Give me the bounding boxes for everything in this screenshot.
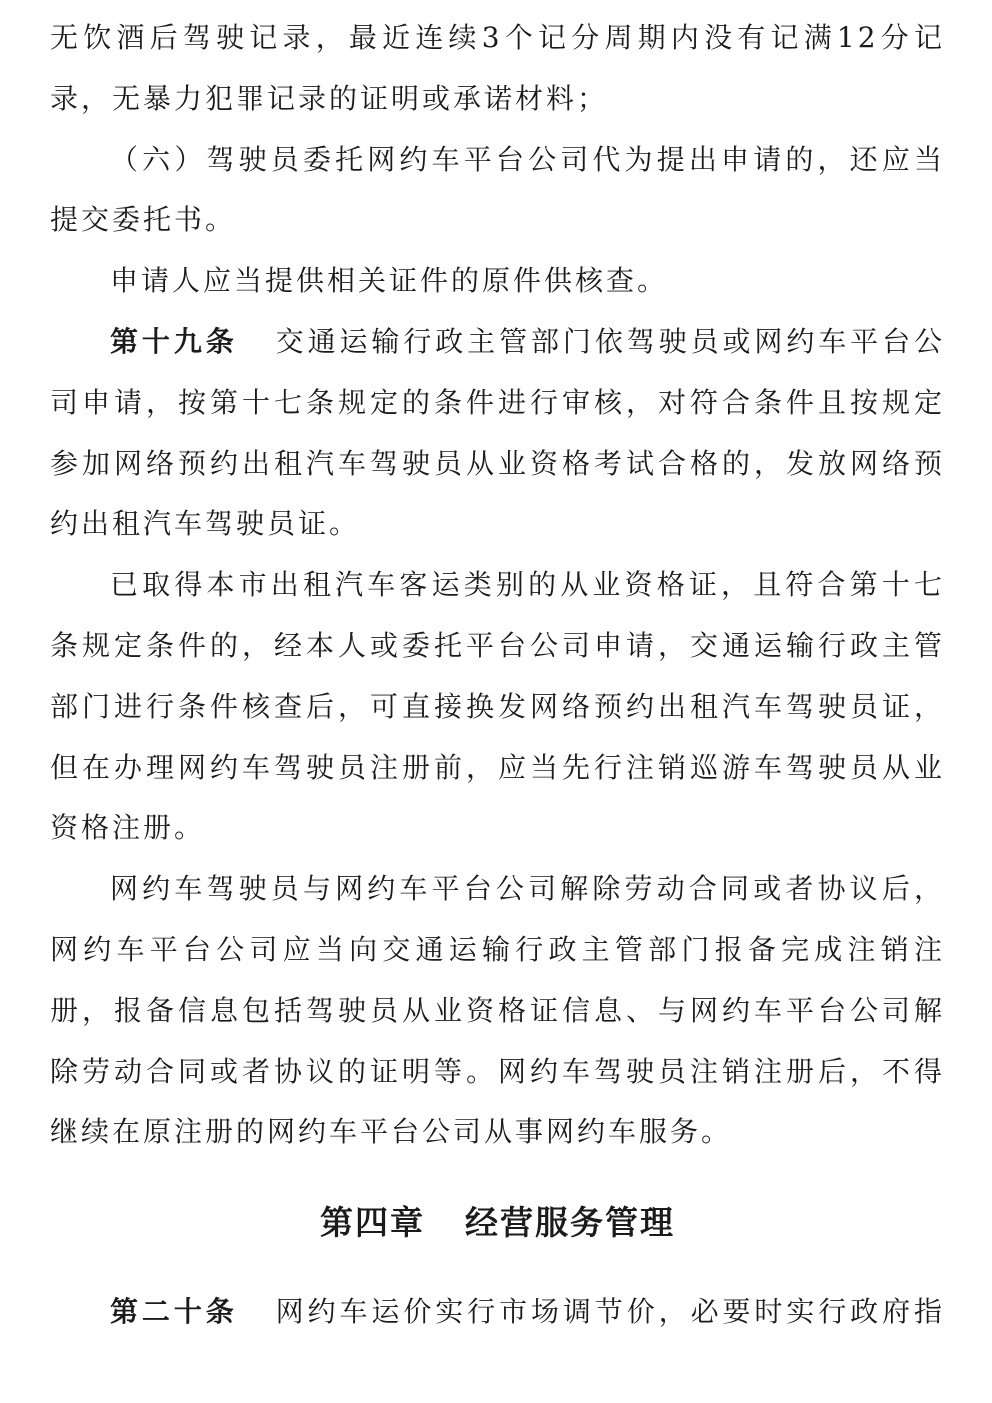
text-line — [50, 312, 945, 373]
text-line: 参加网络预约出租汽车驾驶员从业资格考试合格的，发放网络预 — [50, 446, 945, 480]
article-19-paragraph-1 — [50, 312, 945, 555]
verification-note — [50, 251, 945, 312]
text-line: 资格注册。 — [50, 811, 206, 845]
text-line: 司申请，按第十七条规定的条件进行审核，对符合条件且按规定 — [50, 385, 945, 419]
article-text: 交通运输行政主管部门依驾驶员或网约车平台公 — [275, 324, 945, 358]
text-line: 但在办理网约车驾驶员注册前，应当先行注销巡游车驾驶员从业 — [50, 750, 945, 784]
text-line: 部门进行条件核查后，可直接换发网络预约出租汽车驾驶员证， — [50, 689, 945, 723]
text-line — [50, 1282, 945, 1343]
article-label: 第十九条 — [110, 324, 238, 358]
text-line: 已取得本市出租汽车客运类别的从业资格证，且符合第十七 — [110, 568, 945, 602]
chapter-title: 经营服务管理 — [465, 1202, 675, 1242]
article-19-paragraph-3 — [50, 859, 945, 1163]
text-line: 册，报备信息包括驾驶员从业资格证信息、与网约车平台公司解 — [50, 993, 945, 1027]
article-19-paragraph-2 — [50, 555, 945, 859]
item-6 — [50, 130, 945, 252]
chapter-number: 第四章 — [320, 1202, 425, 1242]
text-line: 除劳动合同或者协议的证明等。网约车驾驶员注销注册后，不得 — [50, 1054, 945, 1088]
text-line: 申请人应当提供相关证件的原件供核查。 — [110, 264, 669, 298]
text-line: 提交委托书。 — [50, 203, 237, 237]
text-line: 约出租汽车驾驶员证。 — [50, 507, 361, 541]
article-20 — [50, 1282, 945, 1343]
text-line: 继续在原注册的网约车平台公司从事网约车服务。 — [50, 1115, 733, 1149]
text-line: 录，无暴力犯罪记录的证明或承诺材料； — [50, 81, 609, 115]
text-line: 无饮酒后驾驶记录，最近连续3个记分周期内没有记满12分记 — [50, 21, 945, 54]
item-5-continuation — [50, 8, 945, 130]
chapter-heading — [50, 1193, 945, 1254]
text-line: 条规定条件的，经本人或委托平台公司申请，交通运输行政主管 — [50, 628, 945, 662]
text-line: 网约车平台公司应当向交通运输行政主管部门报备完成注销注 — [50, 932, 945, 966]
article-label: 第二十条 — [110, 1294, 238, 1328]
article-19 — [50, 312, 945, 1163]
text-line: （六）驾驶员委托网约车平台公司代为提出申请的，还应当 — [110, 142, 945, 176]
article-text: 网约车运价实行市场调节价，必要时实行政府指 — [275, 1294, 945, 1328]
text-line: 网约车驾驶员与网约车平台公司解除劳动合同或者协议后， — [110, 872, 945, 906]
